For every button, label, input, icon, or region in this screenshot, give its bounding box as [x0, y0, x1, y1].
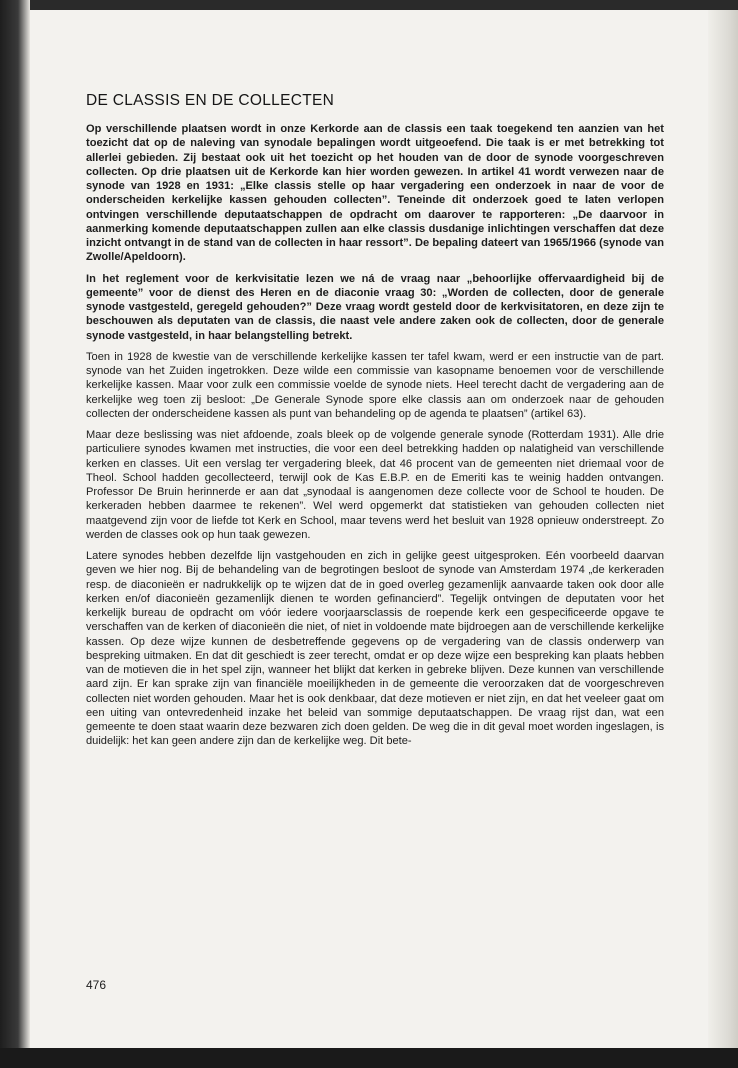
article-title: DE CLASSIS EN DE COLLECTEN — [86, 92, 335, 109]
page-edge-right — [708, 10, 738, 1048]
paragraph-1: Op verschillende plaatsen wordt in onze Kerkorde aan de classis een taak toegekend ten aanzien van het toezicht dat op de naleving van synodale bepalingen wordt uitgeoefend. Die taak is er met betrekking tot allerlei gebieden. Zij bestaat ook uit het toezicht op het houden van de door de synode voorgeschreven collecten. Op drie plaatsen uit de Kerkorde kan hier worden gewezen. In artikel 41 wordt verwezen naar de synode van 1928 en 1931: „Elke classis stelle op haar vergadering een onderzoek in naar de voor de onderscheiden kerkelijke kassen gehouden collecten”. Teneinde dit onderzoek goed te laten verlopen ontvingen verschillende deputaatschappen de opdracht om daarover te rapporteren: „De daarvoor in aanmerking komende deputaatschappen zullen aan elke classis dusdanige inlichtingen verschaffen dat deze inzicht ontvangt in de stand van de collecten in haar ressort”. De bepaling dateert van 1965/1966 (synode van Zwolle/Apeldoorn). — [86, 123, 664, 264]
article-content — [86, 92, 664, 756]
scan-shadow-left — [0, 0, 30, 1068]
paragraph-5: Latere synodes hebben dezelfde lijn vastgehouden en zich in gelijke geest uitgesproken. Eén voorbeeld daarvan geven we hier nog. Bij de behandeling van de begrotingen besloot de synode van Amsterdam 1974 „de kerkeraden resp. de diaconieën er nadrukkelijk op te wijzen dat de in goed overleg gezamenlijk aanvaarde taken ook door alle kerken en/of diaconieën gezamenlijk dienen te worden gefinancierd”. Tegelijk ontvingen de deputaten voor het kerkelijk bureau de opdracht om vóór iedere voorjaarsclassis de roepende kerk een gespecificeerde opgave te verschaffen van de kerken of diaconieën die niet, of niet in voldoende mate bijdroegen aan de verschillende kerkelijke kassen. Op deze wijze kunnen de desbetreffende gegevens op de vergadering van de classis onderwerp van bespreking uitmaken. En dat dit geschiedt is zeer terecht, omdat er op deze wijze een bespreking kan plaats hebben van de motieven die in het spel zijn, wanneer het blijkt dat kerken in gebreke blijven. Deze kunnen van verschillende aard zijn. Er kan sprake zijn van financiële moeilijkheden in de gemeente die veroorzaken dat de voorgeschreven collecten niet worden gehouden. Maar het is ook denkbaar, dat deze motieven er niet zijn, en dat het veeleer gaat om een uiting van ontevredenheid inzake het beleid van sommige deputaatschappen. De vraag rijst dan, wat een gemeente te doen staat waarin deze bezwaren zich doen gelden. De weg die in dit geval moet worden ingeslagen, is duidelijk: het kan geen andere zijn dan de kerkelijke weg. Dit bete- — [86, 550, 664, 748]
paragraph-4: Maar deze beslissing was niet afdoende, zoals bleek op de volgende generale synode (Rotterdam 1931). Alle drie particuliere synodes kwamen met instructies, die voor een deel betrekking hadden op nalatigheid van verschillende kerken en classes. Uit een verslag ter vergadering bleek, dat 46 procent van de gemeenten niet driemaal voor de Theol. School hadden gecollecteerd, terwijl ook de Kas E.B.P. en de Emeriti kas te weinig hadden ontvangen. Professor De Bruin herinnerde er aan dat „synodaal is aangenomen deze collecte voor de School te houden. De kerkeraden hebben daarmee te rekenen”. Wel werd opgemerkt dat statistieken van gehouden collecten niet maatgevend zijn voor de liefde tot Kerk en School, maar tevens werd het besluit van 1928 opnieuw onderstreept. Zo werden de classes ook op hun taak gewezen. — [86, 429, 664, 541]
page-number: 476 — [86, 978, 107, 992]
paragraph-3: Toen in 1928 de kwestie van de verschillende kerkelijke kassen ter tafel kwam, werd er een instructie van de part. synode van het Zuiden ingetrokken. Deze wilde een commissie van kasopname benoemen voor de verschillende kerkelijke kassen. Maar voor zulk een commissie voelde de synode niets. Heel terecht dacht de vergadering aan de kerkelijke weg toen zij besloot: „De Generale Synode spore elke classis aan om onderzoek naar de gehouden collecten der onderscheidene kassen als punt van behandeling op de agenda te plaatsen” (artikel 63). — [86, 350, 664, 420]
scan-shadow-bottom — [0, 1048, 738, 1068]
paragraph-2: In het reglement voor de kerkvisitatie lezen we ná de vraag naar „behoorlijke offervaardigheid bij de gemeente” voor de dienst des Heren en de diaconie vraag 30: „Worden de collecten, door de generale synode vastgesteld, geregeld gehouden?” Deze vraag wordt gesteld door de kerkvisitatoren, en deze zijn te beschouwen als deputaten van de classis, die naast vele andere zaken ook de collecten, door de generale synode vastgesteld, in haar belangstelling betrekt. — [86, 272, 664, 342]
